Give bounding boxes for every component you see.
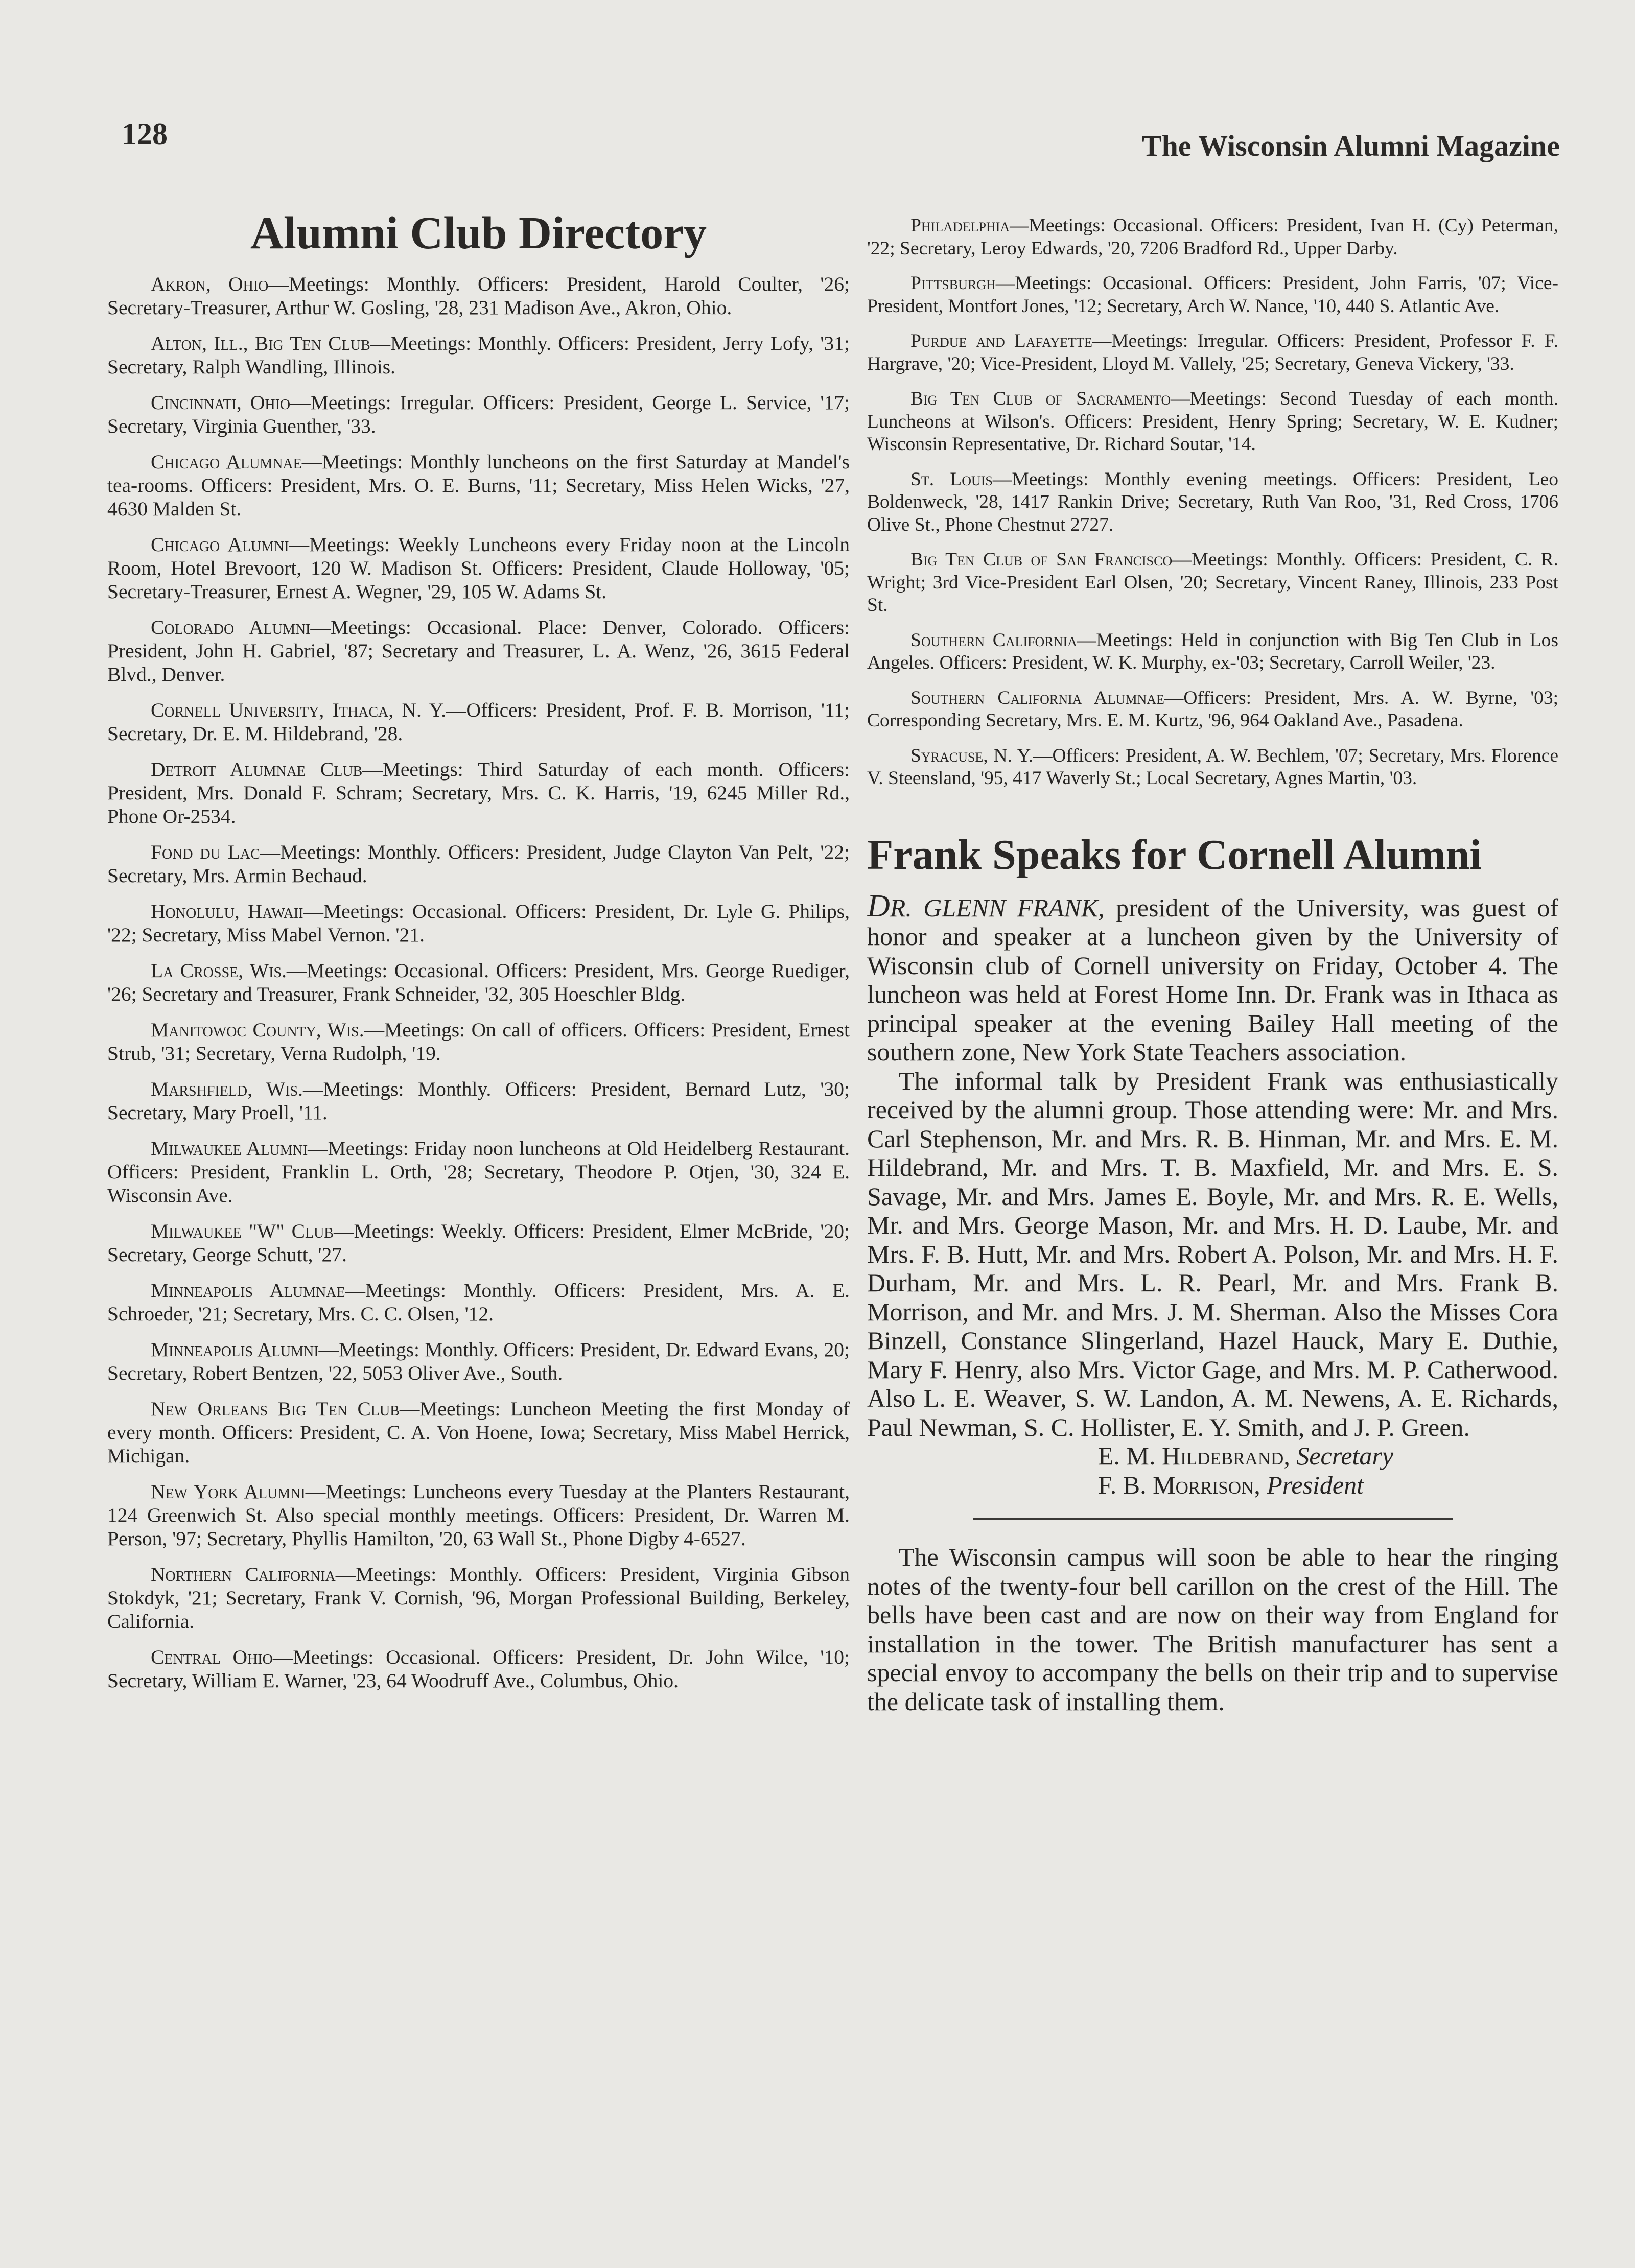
directory-entry [107, 533, 850, 603]
directory-entry [867, 388, 1558, 456]
directory-entry [867, 468, 1558, 537]
directory-entry [107, 1563, 850, 1633]
club-name: Big Ten Club of Sacramento [910, 388, 1171, 409]
directory-entry [107, 758, 850, 828]
divider-rule [973, 1518, 1453, 1520]
club-details: —Meetings: Held in conjunction with Big Ten Club in Los Angeles. Officers: President, W. K. Murphy, ex-'03; Secretary, Carroll Weiler, '23. [867, 629, 1558, 673]
club-details: —Meetings: Monthly. Officers: President, Dr. Edward Evans, 20; Secretary, Robert Bentzen, '22, 5053 Oliver Ave., South. [107, 1338, 850, 1384]
directory-entry [867, 629, 1558, 675]
club-details: —Meetings: Third Saturday of each month. Officers: President, Mrs. Donald F. Schram; Secretary, Mrs. C. K. Harris, '19, 6245 Miller Rd., Phone Or-2534. [107, 758, 850, 828]
directory-entry [107, 959, 850, 1006]
club-name: Southern California [910, 629, 1077, 651]
club-name: La Crosse, Wis. [151, 959, 287, 982]
article [867, 830, 1558, 1500]
club-details: —Meetings: Second Tuesday of each month. Luncheons at Wilson's. Officers: President, Henry Spring; Secretary, W. E. Kudner; Wisconsin Representative, Dr. Richard Soutar, '14. [867, 388, 1558, 455]
club-name: Chicago Alumni [151, 533, 289, 556]
directory-entry [107, 1137, 850, 1207]
directory-entry [107, 698, 850, 745]
club-name: St. Louis [910, 468, 993, 490]
directory-entry [107, 840, 850, 887]
directory-entry [107, 391, 850, 438]
club-details: —Meetings: Monthly. Officers: President, Virginia Gibson Stokdyk, '21; Secretary, Frank V. Cornish, '96, Morgan Professional Building, Berkeley, California. [107, 1563, 850, 1633]
directory-entry [107, 1480, 850, 1550]
club-details: —Meetings: Monthly. Officers: President, Judge Clayton Van Pelt, '22; Secretary, Mrs. Armin Bechaud. [107, 840, 850, 887]
club-details: —Meetings: Monthly. Officers: President, C. R. Wright; 3rd Vice-President Earl Olsen, '20; Secretary, Vincent Raney, Illinois, 233 Post St. [867, 549, 1558, 616]
directory-entry [867, 215, 1558, 260]
page-number: 128 [122, 117, 168, 151]
lead-text: president of the University, was guest of honor and speaker at a luncheon given by the University of Wisconsin club of Cornell university on Friday, October 4. The luncheon was held at Forest Home Inn. Dr. Frank was in Ithaca as principal speaker at the evening Bailey Hall meeting of the southern zone, New York State Teachers association. [867, 893, 1558, 1066]
article-title: Frank Speaks for Cornell Alumni [867, 831, 1482, 879]
club-details: —Meetings: Luncheons every Tuesday at the Planters Restaurant, 124 Greenwich St. Also special monthly meetings. Officers: President, Dr. Warren M. Person, '97; Secretary, Phyllis Hamilton, '20, 63 Wall St., Phone Digby 4-6527. [107, 1480, 850, 1550]
club-name: Fond du Lac [151, 840, 260, 863]
club-name: Cincinnati, Ohio [151, 391, 291, 414]
directory-entry [107, 900, 850, 947]
club-details: —Officers: President, A. W. Bechlem, '07; Secretary, Mrs. Florence V. Steensland, '95, 417 Waverly St.; Local Secretary, Agnes Martin, '03. [867, 745, 1559, 789]
directory-entry [107, 1219, 850, 1266]
club-name: Milwaukee "W" Club [151, 1219, 334, 1242]
club-name: Central Ohio [151, 1645, 273, 1668]
directory-entry [867, 687, 1558, 733]
club-name: Philadelphia [910, 215, 1010, 236]
directory-entry [867, 745, 1558, 790]
club-name: Alton, Ill., Big Ten Club [151, 332, 370, 355]
club-name: Minneapolis Alumnae [151, 1279, 345, 1302]
drop-cap: D [867, 888, 890, 924]
article-paragraph: The informal talk by President Frank was enthusiastically received by the alumni group. Those attending were: Mr. and Mrs. Carl Stephenson, Mr. and Mrs. R. B. Hinman, Mr. and Mrs. E. M. Hildebrand, Mr. and Mrs. T. B. Maxfield, Mr. and Mrs. E. S. Savage, Mr. and Mrs. James E. Boyle, Mr. and Mrs. R. E. Wells, Mr. and Mrs. George Mason, Mr. and Mrs. H. D. Laube, Mr. and Mrs. F. B. Hutt, Mr. and Mrs. Robert A. Polson, Mr. and Mrs. H. F. Durham, Mr. and Mrs. L. R. Pearl, Mr. and Mrs. Frank B. Morrison, and Mr. and Mrs. J. M. Sherman. Also the Misses Cora Binzell, Constance Slingerland, Hazel Hauck, Mary E. Duthie, Mary F. Henry, also Mrs. Victor Gage, and Mrs. M. P. Catherwood. Also L. E. Weaver, S. W. Landon, A. M. Newens, A. E. Richards, Paul Newman, S. C. Hollister, E. Y. Smith, and J. P. Green. [867, 1066, 1558, 1442]
club-name: Cornell University, Ithaca, N. Y. [151, 698, 447, 721]
club-name: Southern California Alumnae [910, 687, 1164, 708]
directory-entry [107, 1338, 850, 1385]
club-details: —Meetings: Occasional. Officers: President, Mrs. George Ruediger, '26; Secretary and Treasurer, Frank Schneider, '32, 305 Hoeschler Bldg. [107, 959, 850, 1005]
club-details: —Meetings: Occasional. Officers: President, Dr. Lyle G. Philips, '22; Secretary, Miss Mabel Vernon. '21. [107, 900, 850, 946]
signature-name: E. M. Hildebrand, [1098, 1442, 1290, 1470]
club-details: —Meetings: Friday noon luncheons at Old Heidelberg Restaurant. Officers: President, Franklin L. Orth, '28; Secretary, Theodore P. Otjen, '30, 324 E. Wisconsin Ave. [107, 1137, 850, 1207]
directory-list-continued [867, 215, 1558, 790]
directory-entry [107, 1279, 850, 1326]
club-details: —Meetings: Weekly Luncheons every Friday noon at the Lincoln Room, Hotel Brevoort, 120 W. Madison St. Officers: President, Claude Holloway, '05; Secretary-Treasurer, Ernest A. Wegner, '29, 105 W. Adams St. [107, 533, 850, 603]
club-details: —Meetings: Monthly. Officers: President, Jerry Lofy, '31; Secretary, Ralph Wandling, Illinois. [107, 332, 850, 378]
right-column [867, 215, 1558, 1716]
left-column [107, 209, 850, 1705]
club-details: —Meetings: Monthly. Officers: President, Bernard Lutz, '30; Secretary, Mary Proell, '11. [107, 1077, 850, 1124]
signature-role: Secretary [1296, 1442, 1394, 1470]
carillon-note: The Wisconsin campus will soon be able to hear the ringing notes of the twenty-four bell carillon on the crest of the Hill. The bells have been cast and are now on their way from England for installation in the tower. The British manufacturer has sent a special envoy to accompany the bells on their trip and to supervise the delicate task of installing them. [867, 1543, 1558, 1716]
article-lead-paragraph [867, 888, 1558, 1067]
magazine-title: The Wisconsin Alumni Magazine [1141, 129, 1560, 162]
club-details: —Meetings: Monthly. Officers: President, Mrs. A. E. Schroeder, '21; Secretary, Mrs. C. C. Olsen, '12. [107, 1279, 850, 1325]
club-details: —Meetings: Weekly. Officers: President, Elmer McBride, '20; Secretary, George Schutt, '27. [107, 1219, 850, 1266]
club-details: —Meetings: Irregular. Officers: President, Professor F. F. Hargrave, '20; Vice-President, Lloyd M. Vallely, '25; Secretary, Geneva Vickery, '33. [867, 330, 1558, 374]
club-name: Manitowoc County, Wis. [151, 1018, 364, 1041]
club-name: New Orleans Big Ten Club [151, 1397, 400, 1420]
directory-entry [107, 332, 850, 379]
directory-entry [107, 616, 850, 686]
directory-entry [107, 1645, 850, 1692]
directory-entry [107, 1018, 850, 1065]
club-details: —Meetings: Occasional. Officers: President, Dr. John Wilce, '10; Secretary, William E. Warner, '23, 64 Woodruff Ave., Columbus, Ohio. [107, 1645, 850, 1692]
club-name: Minneapolis Alumni [151, 1338, 319, 1361]
club-name: Big Ten Club of San Francisco [910, 549, 1173, 570]
club-name: Northern California [151, 1563, 336, 1586]
directory-entry [867, 330, 1558, 375]
directory-entry [107, 1077, 850, 1124]
club-details: —Meetings: Irregular. Officers: President, George L. Service, '17; Secretary, Virginia Guenther, '33. [107, 391, 850, 437]
signature-role: President [1267, 1470, 1364, 1499]
club-name: Syracuse, N. Y. [910, 745, 1034, 766]
club-details: —Officers: President, Prof. F. B. Morrison, '11; Secretary, Dr. E. M. Hildebrand, '28. [107, 698, 850, 745]
club-name: Akron, Ohio [151, 272, 269, 295]
club-details: —Meetings: Occasional. Officers: President, Ivan H. (Cy) Peterman, '22; Secretary, Leroy Edwards, '20, 7206 Bradford Rd., Upper Darby. [867, 215, 1558, 259]
directory-entry [107, 272, 850, 319]
directory-entry [867, 549, 1558, 617]
signature-secretary [867, 1442, 1558, 1471]
directory-list [107, 272, 850, 1692]
club-details: —Meetings: Monthly evening meetings. Officers: President, Leo Boldenweck, '28, 1417 Rankin Drive; Secretary, Ruth Van Roo, '31, Red Cross, 1706 Olive St., Phone Chestnut 2727. [867, 468, 1558, 535]
club-details: —Meetings: On call of officers. Officers: President, Ernest Strub, '31; Secretary, Verna Rudolph, '19. [107, 1018, 850, 1065]
club-details: —Meetings: Monthly. Officers: President, Harold Coulter, '26; Secretary-Treasurer, Arthur W. Gosling, '28, 231 Madison Ave., Akron, Ohio. [107, 272, 850, 319]
club-details: —Meetings: Luncheon Meeting the first Monday of every month. Officers: President, C. A. Von Hoene, Iowa; Secretary, Miss Mabel Herrick, Michigan. [107, 1397, 850, 1467]
club-name: New York Alumni [151, 1480, 306, 1503]
signature-president [867, 1471, 1558, 1500]
club-details: —Meetings: Occasional. Place: Denver, Colorado. Officers: President, John H. Gabriel, '87; Secretary and Treasurer, L. A. Wenz, '26, 3615 Federal Blvd., Denver. [107, 616, 850, 686]
directory-entry [107, 450, 850, 521]
club-name: Detroit Alumnae Club [151, 758, 363, 781]
club-name: Colorado Alumni [151, 616, 311, 639]
directory-entry [867, 272, 1558, 318]
club-name: Chicago Alumnae [151, 450, 302, 473]
club-details: —Officers: President, Mrs. A. W. Byrne, '03; Corresponding Secretary, Mrs. E. M. Kurtz, '96, 964 Oakland Ave., Pasadena. [867, 687, 1558, 731]
directory-title: Alumni Club Directory [250, 208, 707, 258]
club-details: —Meetings: Occasional. Officers: President, John Farris, '07; Vice-President, Montfort Jones, '12; Secretary, Arch W. Nance, '10, 440 S. Atlantic Ave. [867, 273, 1558, 317]
club-name: Pittsburgh [910, 273, 996, 294]
club-name: Milwaukee Alumni [151, 1137, 308, 1160]
lead-italic-text: R. GLENN FRANK, [890, 893, 1105, 922]
club-name: Marshfield, Wis. [151, 1077, 303, 1100]
signature-name: F. B. Morrison, [1098, 1470, 1260, 1499]
club-name: Purdue and Lafayette [910, 330, 1092, 351]
club-details: —Meetings: Monthly luncheons on the first Saturday at Mandel's tea-rooms. Officers: President, Mrs. O. E. Burns, '11; Secretary, Miss Helen Wicks, '27, 4630 Malden St. [107, 450, 850, 520]
club-name: Honolulu, Hawaii [151, 900, 303, 923]
directory-entry [107, 1397, 850, 1468]
